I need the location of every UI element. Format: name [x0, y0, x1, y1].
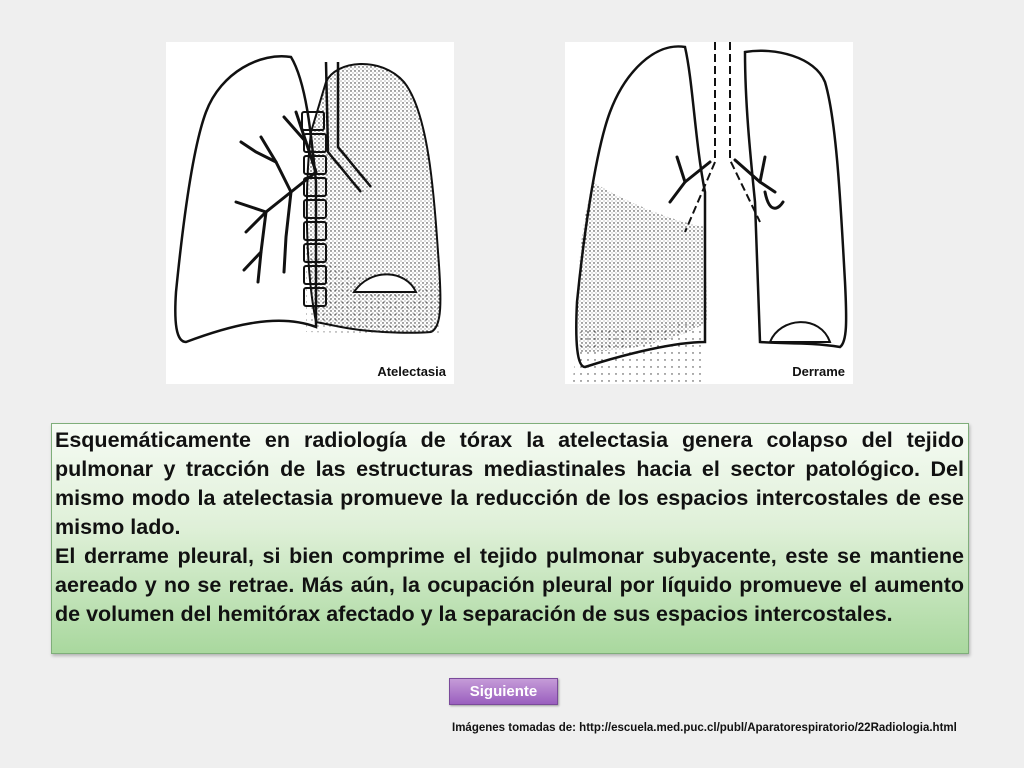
atelectasia-lung-illustration: [166, 42, 454, 384]
derrame-caption: Derrame: [792, 364, 845, 379]
derrame-lung-illustration: [565, 42, 853, 384]
derrame-figure: [565, 42, 853, 384]
atelectasia-figure: [166, 42, 454, 384]
atelectasia-caption: Atelectasia: [377, 364, 446, 379]
atelectasia-paragraph: Esquemáticamente en radiología de tórax la atelectasia genera colapso del tejido pulmonar y tracción de las estructuras mediastinales hacia el sector patológico. Del mismo modo la atelectasia promueve la reducción de los espacios intercostales de ese mismo lado.: [55, 428, 964, 539]
next-button[interactable]: Siguiente: [449, 678, 558, 705]
explanation-box: [51, 423, 969, 654]
derrame-paragraph: El derrame pleural, si bien comprime el tejido pulmonar subyacente, este se mantiene aereado y no se retrae. Más aún, la ocupación pleural por líquido promueve el aumento de volumen del hemitórax afectado y la separación de sus espacios intercostales.: [55, 544, 964, 626]
image-source-credit: Imágenes tomadas de: http://escuela.med.puc.cl/publ/Aparatorespiratorio/22Radiologia.html: [452, 722, 957, 734]
